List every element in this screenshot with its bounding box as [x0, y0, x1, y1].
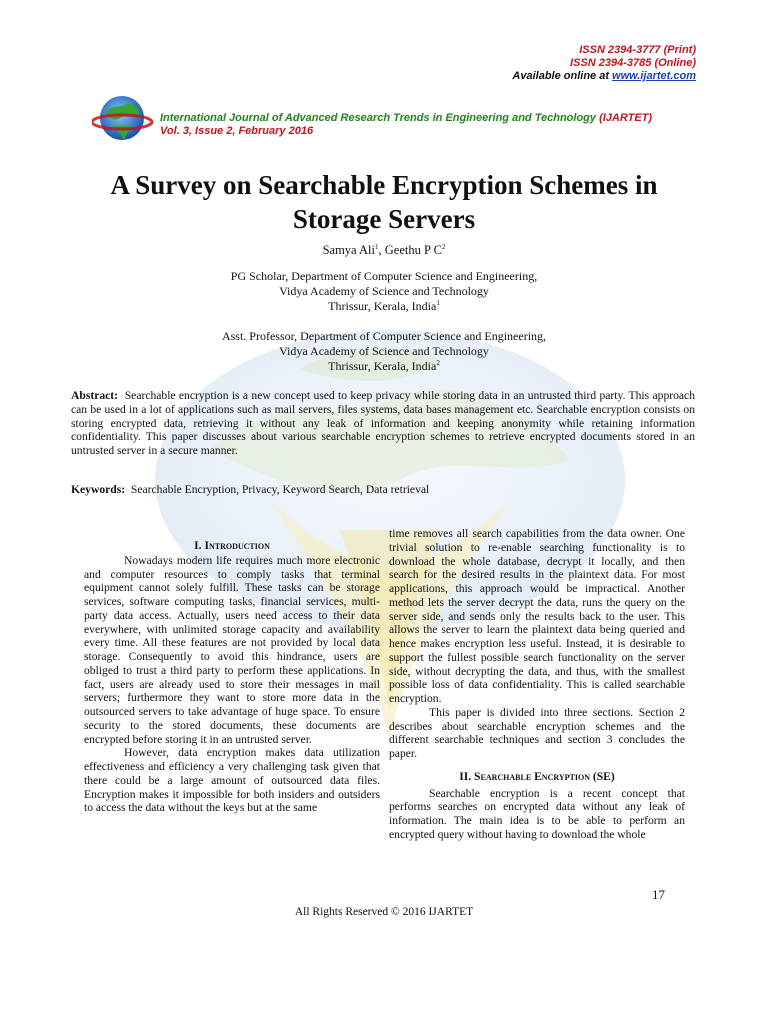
- abstract-label: Abstract:: [71, 389, 119, 402]
- right-column: [389, 527, 685, 842]
- authors: [60, 243, 708, 258]
- affiliation-1-line-2: Vidya Academy of Science and Technology: [279, 284, 489, 298]
- affiliation-1-line-1: PG Scholar, Department of Computer Science and Engineering,: [230, 269, 538, 283]
- affiliation-2-line-1: Asst. Professor, Department of Computer Science and Engineering,: [221, 329, 547, 343]
- section-1-title: Introduction: [204, 539, 270, 552]
- affiliation-1: [60, 269, 708, 314]
- author-separator: ,: [378, 243, 385, 257]
- affiliation-2-line-2: Vidya Academy of Science and Technology: [279, 344, 489, 358]
- issn-block: [512, 44, 696, 83]
- journal-header: [160, 112, 652, 138]
- author-1: Samya Ali: [322, 243, 375, 257]
- keywords: Keywords: Searchable Encryption, Privacy, Keyword Search, Data retrieval: [71, 483, 430, 496]
- title-line-1: A Survey on Searchable Encryption Schemes in: [110, 170, 658, 200]
- right-paragraph-2: This paper is divided into three sections. Section 2 describes about searchable encryption schemes and the different searchable techniques and section 3 concludes the paper.: [389, 705, 685, 760]
- section-2-heading: [389, 770, 685, 784]
- journal-logo: [92, 92, 156, 144]
- intro-paragraph-2: However, data encryption makes data utilization effectiveness and efficiency a very challenging task given that there could be a large amount of outsourced data files. Encryption makes it impossible for both insiders and outsiders to access the data without the keys but at the same: [84, 746, 380, 815]
- keywords-label: Keywords: [71, 483, 122, 496]
- issn-print: ISSN 2394-3777 (Print): [579, 44, 696, 56]
- journal-link[interactable]: www.ijartet.com: [612, 70, 696, 82]
- section-1-number: I.: [194, 539, 202, 552]
- author-2-sup: 2: [441, 242, 446, 251]
- left-column: [84, 527, 380, 815]
- abstract: [71, 389, 695, 458]
- section-2-number: II.: [459, 769, 472, 783]
- section-1-heading: [84, 539, 380, 553]
- affiliation-2-line-3: Thrissur, Kerala, India: [328, 359, 437, 373]
- affiliation-1-line-3: Thrissur, Kerala, India: [328, 299, 437, 313]
- available-prefix: Available online at: [512, 70, 613, 82]
- intro-paragraph-1: Nowadays modern life requires much more electronic and computer resources to comply tasks that terminal equipment cannot solely fulfill. These tasks can be storage services, software computing tasks, financial services, multi-party data access. Actually, users need access to their data everywhere, with unlimited storage capacity and availability every time. All these features are not provided by local data storage. Consequently to avoid this hindrance, users are obliged to trust a third party to perform these applications. In fact, users are already used to store their messages in mail servers; furthermore they want to store more data in the outsourced servers to take advantage of huge space. To ensure security to the stored documents, these documents are encrypted before storing it in an untrusted server.: [84, 553, 380, 746]
- keywords-text: Searchable Encryption, Privacy, Keyword Search, Data retrieval: [130, 483, 430, 496]
- author-1-sup: 1: [375, 242, 379, 251]
- affiliation-2: [60, 329, 708, 374]
- page-number: 17: [652, 887, 665, 902]
- se-paragraph-1: Searchable encryption is a recent concept that performs searches on encrypted data without any leak of information. The main idea is to be able to perform an encrypted query without having to download the whole: [389, 786, 685, 841]
- journal-abbr: (IJARTET): [599, 112, 653, 124]
- footer-copyright: All Rights Reserved © 2016 IJARTET: [294, 906, 474, 918]
- section-2-title: Searchable Encryption (SE): [474, 769, 615, 783]
- author-2: Geethu P C: [384, 243, 442, 257]
- abstract-text: Searchable encryption is a new concept used to keep privacy while storing data in an untrusted third party. This approach can be used in a lot of applications such as mail servers, files systems, data bases management etc. Searchable encryption consists on storing encrypted data, retrieving it without any leak of information and keeping anonymity while retaining information confidentiality. This paper discusses about various searchable encryption schemes to retrieve encrypted documents stored in an untrusted server in a secure manner.: [71, 389, 695, 458]
- issn-online: ISSN 2394-3785 (Online): [570, 57, 696, 69]
- globe-logo-icon: [92, 92, 156, 144]
- paper-title: [60, 168, 708, 236]
- affiliation-1-sup: 1: [436, 299, 440, 307]
- affiliation-2-sup: 2: [436, 359, 440, 367]
- journal-name: International Journal of Advanced Research Trends in Engineering and Technology: [160, 112, 597, 124]
- available-online: [512, 70, 696, 83]
- journal-volume: Vol. 3, Issue 2, February 2016: [160, 125, 314, 137]
- right-paragraph-1: time removes all search capabilities from the data owner. One trivial solution to re-enable searching functionality is to download the whole database, decrypt it locally, and then search for the desired results in the plaintext data. For most applications, this approach would be impractical. Another method lets the server decrypt the data, runs the query on the server side, and sends only the results back to the user. This allows the server to learn the plaintext data being queried and hence makes encryption less useful. Instead, it is desirable to support the fullest possible search functionality on the server side, without decrypting the data, and thus, with the smallest possible loss of data confidentiality. This is called searchable encryption.: [389, 527, 685, 705]
- title-line-2: Storage Servers: [292, 204, 476, 234]
